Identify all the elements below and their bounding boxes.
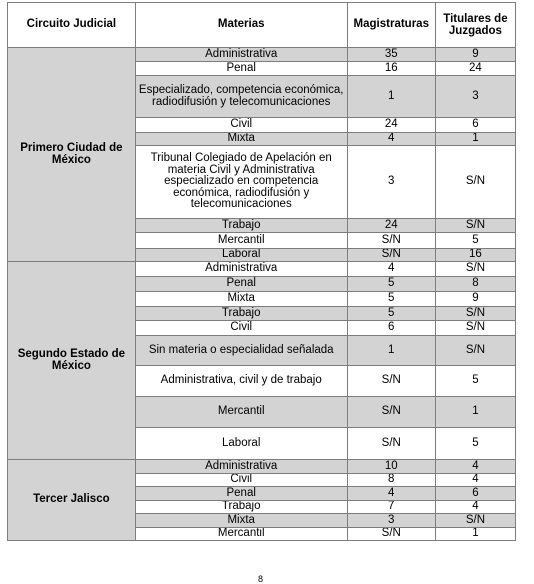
materia-cell: Administrativa, civil y de trabajo — [135, 366, 347, 397]
materia-cell: Trabajo — [135, 219, 347, 233]
header-titulares: Titulares de Juzgados — [435, 3, 515, 48]
materia-cell: Penal — [135, 487, 347, 501]
materia-cell: Mixta — [135, 292, 347, 307]
materia-cell: Tribunal Colegiado de Apelación en materia Civil y Administrativa especializado en competencia económica, radiodifusión y telecomunicaciones — [135, 146, 347, 219]
circuit-cell: Primero Ciudad de México — [8, 48, 136, 262]
table-row — [8, 48, 516, 62]
materia-cell: Penal — [135, 62, 347, 76]
page-number: 8 — [258, 574, 264, 584]
titulares-cell: 4 — [435, 460, 515, 474]
titulares-cell: S/N — [435, 514, 515, 528]
titulares-cell: 5 — [435, 428, 515, 460]
circuit-cell: Tercer Jalisco — [8, 460, 136, 541]
materia-cell: Laboral — [135, 249, 347, 262]
titulares-cell: S/N — [435, 321, 515, 336]
titulares-cell: 3 — [435, 76, 515, 118]
materia-cell: Civil — [135, 118, 347, 133]
magistraturas-cell: 10 — [347, 460, 435, 474]
magistraturas-cell: 16 — [347, 62, 435, 76]
judicial-circuits-table — [7, 2, 516, 541]
header-materias: Materias — [135, 3, 347, 48]
magistraturas-cell: 4 — [347, 262, 435, 277]
titulares-cell: S/N — [435, 146, 515, 219]
titulares-cell: 9 — [435, 292, 515, 307]
materia-cell: Mixta — [135, 514, 347, 528]
magistraturas-cell: 1 — [347, 76, 435, 118]
materia-cell: Sin materia o especialidad señalada — [135, 336, 347, 366]
materia-cell: Penal — [135, 277, 347, 292]
magistraturas-cell: S/N — [347, 233, 435, 249]
titulares-cell: 6 — [435, 487, 515, 501]
magistraturas-cell: 5 — [347, 307, 435, 321]
magistraturas-cell: 24 — [347, 118, 435, 133]
magistraturas-cell: 1 — [347, 336, 435, 366]
titulares-cell: S/N — [435, 307, 515, 321]
circuit-cell: Segundo Estado de México — [8, 262, 136, 460]
titulares-cell: 1 — [435, 397, 515, 428]
table-row — [8, 460, 516, 474]
header-circuito: Circuito Judicial — [8, 3, 136, 48]
magistraturas-cell: 3 — [347, 514, 435, 528]
titulares-cell: 1 — [435, 528, 515, 541]
magistraturas-cell: 35 — [347, 48, 435, 62]
magistraturas-cell: 8 — [347, 474, 435, 487]
magistraturas-cell: S/N — [347, 428, 435, 460]
materia-cell: Civil — [135, 474, 347, 487]
titulares-cell: S/N — [435, 219, 515, 233]
materia-cell: Trabajo — [135, 307, 347, 321]
materia-cell: Mercantil — [135, 528, 347, 541]
titulares-cell: S/N — [435, 262, 515, 277]
materia-cell: Civil — [135, 321, 347, 336]
titulares-cell: 4 — [435, 501, 515, 514]
materia-cell: Administrativa — [135, 460, 347, 474]
magistraturas-cell: 5 — [347, 292, 435, 307]
titulares-cell: 9 — [435, 48, 515, 62]
materia-cell: Mixta — [135, 133, 347, 146]
materia-cell: Administrativa — [135, 262, 347, 277]
magistraturas-cell: 4 — [347, 487, 435, 501]
titulares-cell: 8 — [435, 277, 515, 292]
header-magistraturas: Magistraturas — [347, 3, 435, 48]
materia-cell: Mercantil — [135, 233, 347, 249]
magistraturas-cell: S/N — [347, 528, 435, 541]
titulares-cell: 5 — [435, 366, 515, 397]
titulares-cell: 6 — [435, 118, 515, 133]
magistraturas-cell: 24 — [347, 219, 435, 233]
magistraturas-cell: 7 — [347, 501, 435, 514]
table-body — [8, 48, 516, 541]
magistraturas-cell: S/N — [347, 249, 435, 262]
magistraturas-cell: 3 — [347, 146, 435, 219]
titulares-cell: 24 — [435, 62, 515, 76]
titulares-cell: 5 — [435, 233, 515, 249]
table-header-row — [8, 3, 516, 48]
materia-cell: Especializado, competencia económica, radiodifusión y telecomunicaciones — [135, 76, 347, 118]
magistraturas-cell: 5 — [347, 277, 435, 292]
magistraturas-cell: 6 — [347, 321, 435, 336]
titulares-cell: 16 — [435, 249, 515, 262]
materia-cell: Laboral — [135, 428, 347, 460]
magistraturas-cell: 4 — [347, 133, 435, 146]
magistraturas-cell: S/N — [347, 366, 435, 397]
materia-cell: Trabajo — [135, 501, 347, 514]
table-row — [8, 262, 516, 277]
magistraturas-cell: S/N — [347, 397, 435, 428]
titulares-cell: 4 — [435, 474, 515, 487]
materia-cell: Mercantil — [135, 397, 347, 428]
titulares-cell: 1 — [435, 133, 515, 146]
materia-cell: Administrativa — [135, 48, 347, 62]
titulares-cell: S/N — [435, 336, 515, 366]
